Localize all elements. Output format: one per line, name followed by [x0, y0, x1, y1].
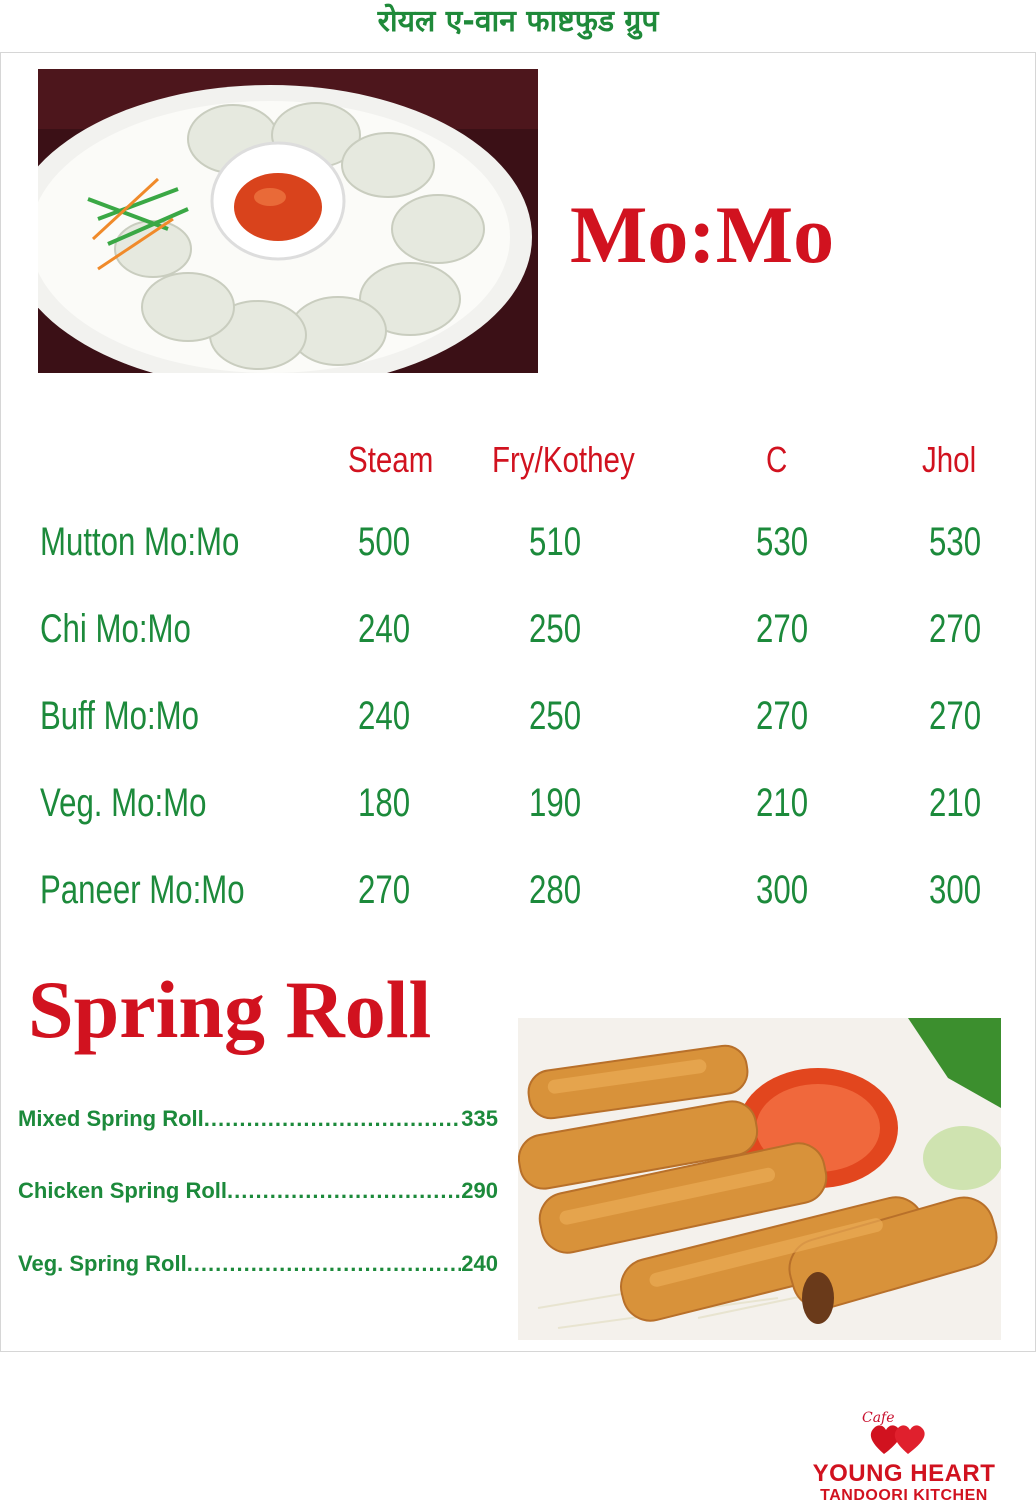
price-steam: 240: [358, 694, 411, 738]
price-c: 210: [756, 781, 809, 825]
price-row: [0, 860, 1036, 920]
price-fry: 510: [529, 520, 582, 564]
item-name: Chi Mo:Mo: [40, 607, 191, 651]
brand-logo: [776, 1408, 1032, 1504]
list-item: [18, 1176, 498, 1206]
logo-subtitle: TANDOORI KITCHEN: [820, 1487, 988, 1504]
column-header-c: C: [766, 439, 788, 480]
price-jhol: 270: [929, 607, 982, 651]
price-row: [0, 512, 1036, 572]
item-name: Mutton Mo:Mo: [40, 520, 240, 564]
price-steam: 270: [358, 868, 411, 912]
item-name: Buff Mo:Mo: [40, 694, 199, 738]
price-fry: 190: [529, 781, 582, 825]
momo-section-title: Mo:Mo: [570, 189, 835, 280]
column-header-jhol: Jhol: [922, 439, 977, 480]
price-c: 270: [756, 694, 809, 738]
price-c: 530: [756, 520, 809, 564]
spring-roll-section-title: Spring Roll: [28, 964, 432, 1055]
leader-dots: [187, 1249, 462, 1279]
price-row: [0, 599, 1036, 659]
item-price: 240: [461, 1251, 498, 1276]
price-fry: 280: [529, 868, 582, 912]
spring-roll-photo: [518, 1018, 1001, 1340]
column-header-fry: Fry/Kothey: [492, 439, 635, 480]
hearts-icon: [868, 1420, 928, 1456]
logo-brand-name: YOUNG HEART: [812, 1460, 996, 1487]
price-steam: 180: [358, 781, 411, 825]
price-row: [0, 686, 1036, 746]
item-name: Veg. Spring Roll: [18, 1251, 187, 1276]
price-jhol: 270: [929, 694, 982, 738]
price-jhol: 210: [929, 781, 982, 825]
price-row: [0, 773, 1036, 833]
list-item: [18, 1104, 498, 1134]
price-steam: 500: [358, 520, 411, 564]
price-jhol: 300: [929, 868, 982, 912]
item-price: 335: [461, 1106, 498, 1131]
column-header-steam: Steam: [348, 439, 434, 480]
item-name: Veg. Mo:Mo: [40, 781, 207, 825]
page-header: रोयल ए-वान फाष्टफुड ग्रुप: [377, 4, 659, 39]
list-item: [18, 1249, 498, 1279]
leader-dots: [204, 1104, 461, 1134]
item-price: 290: [461, 1178, 498, 1203]
price-steam: 240: [358, 607, 411, 651]
price-fry: 250: [529, 694, 582, 738]
price-c: 300: [756, 868, 809, 912]
price-fry: 250: [529, 607, 582, 651]
momo-photo: [38, 69, 538, 373]
item-name: Chicken Spring Roll: [18, 1178, 228, 1203]
leader-dots: [227, 1176, 461, 1206]
logo-cafe-text: Cafe: [862, 1410, 895, 1426]
price-c: 270: [756, 607, 809, 651]
item-name: Mixed Spring Roll: [18, 1106, 204, 1131]
item-name: Paneer Mo:Mo: [40, 868, 245, 912]
price-jhol: 530: [929, 520, 982, 564]
